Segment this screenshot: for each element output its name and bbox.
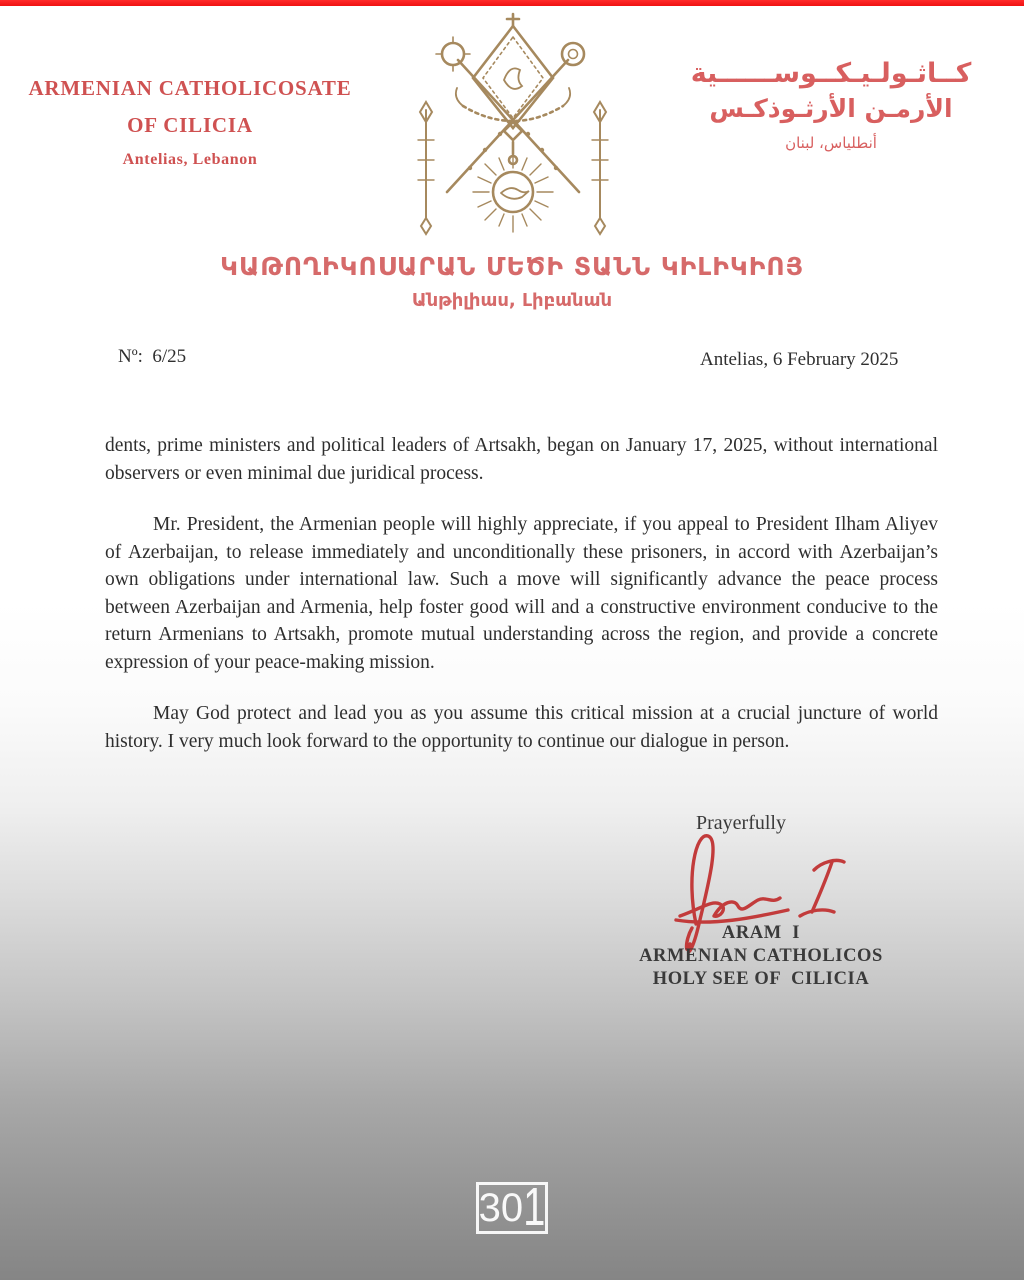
top-red-bar [0, 0, 1024, 6]
letter-body [105, 432, 938, 755]
reference-label: Nº: [118, 346, 143, 367]
logo-digit-1: 1 [523, 1177, 546, 1237]
reference-value: 6/25 [152, 346, 187, 367]
letterhead-en-line2: OF CILICIA [127, 113, 253, 137]
letterhead-ar-line1: كــاثـولـيـكــوســــــية [690, 58, 972, 89]
letterhead-en-line1: ARMENIAN CATHOLICOSATE [28, 76, 352, 100]
catholicosate-emblem-icon [400, 10, 626, 245]
dateline: Antelias, 6 February 2025 [700, 349, 899, 370]
signatory-name: ARAM I [721, 923, 801, 943]
signatory-see: HOLY SEE OF CILICIA [652, 969, 870, 989]
letterhead-hy-line1: ԿԱԹՈՂԻԿՈՍԱՐԱՆ ՄԵԾԻ ՏԱՆՆ ԿԻԼԻԿԻՈՅ [220, 252, 804, 281]
letterhead-en-line3: Antelias, Lebanon [122, 151, 258, 168]
301-watermark-logo [476, 1177, 548, 1237]
valediction: Prayerfully [696, 812, 786, 834]
letterhead-hy-line2: Անթիլիաս, Լիբանան [411, 290, 613, 311]
body-paragraph-1: dents, prime ministers and political leaders of Artsakh, began on January 17, 2025, without international observers or even minimal due juridical process. [105, 435, 938, 484]
reference-number [118, 346, 186, 368]
body-paragraph-2: Mr. President, the Armenian people will highly appreciate, if you appeal to President Ilham Aliyev of Azerbaijan, to release immediately and unconditionally these prisoners, in accord with Azerbaijan’s own obligations under international law. Such a move will significantly advance the peace process between Azerbaijan and Armenia, help foster good will and a constructive environment conducive to the return Armenians to Artsakh, promote mutual understanding across the region, and provide a concrete expression of your peace-making mission. [105, 514, 938, 673]
letterhead-ar-line2: الأرمـن الأرثـوذكـس [709, 94, 953, 124]
letterhead-arabic [666, 56, 996, 152]
letterhead-ar-line3: أنطلياس، لبنان [785, 134, 877, 153]
letterhead-armenian [0, 252, 1024, 311]
logo-digits-30: 30 [478, 1186, 524, 1230]
letterhead-english [18, 76, 362, 169]
signatory-title: ARMENIAN CATHOLICOS [639, 946, 883, 966]
body-paragraph-3: May God protect and lead you as you assume this critical mission at a crucial juncture of world history. I very much look forward to the opportunity to continue our dialogue in person. [105, 703, 938, 752]
signature-block [596, 922, 926, 991]
